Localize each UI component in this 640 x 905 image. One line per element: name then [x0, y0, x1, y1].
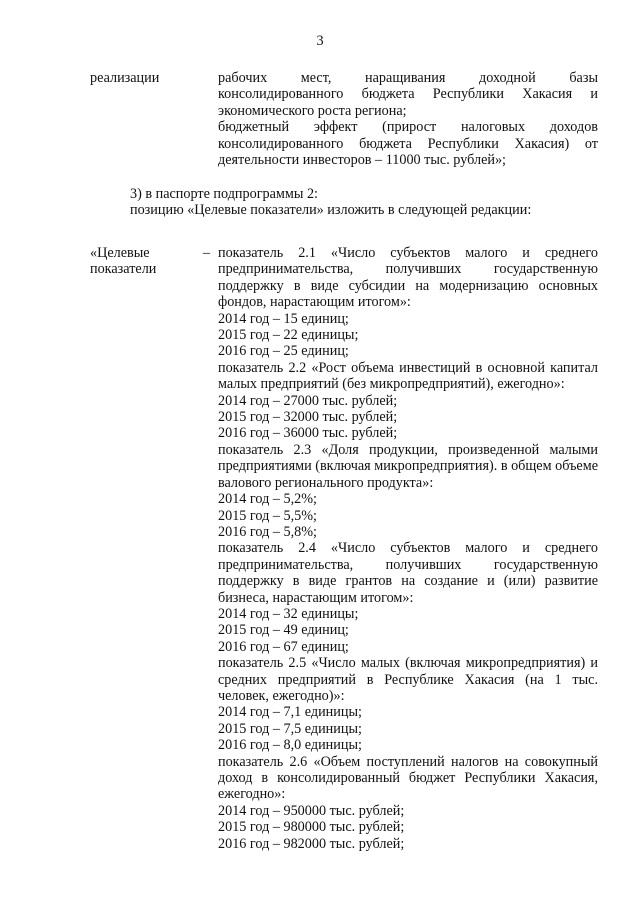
text-line: поддержку в виде грантов на создание и (или) развитие — [218, 573, 598, 590]
dash-separator: – — [203, 245, 211, 261]
text-line: 2016 год – 982000 тыс. рублей; — [218, 835, 405, 852]
text-line: показатель 2.4 «Число субъектов малого и среднего — [218, 540, 598, 557]
text-line: 2015 год – 980000 тыс. рублей; — [218, 819, 405, 836]
text-line: бюджетный эффект (прирост налоговых доходов — [218, 119, 598, 136]
text-line: 2016 год – 8,0 единицы; — [218, 737, 362, 754]
text-line: бизнеса, нарастающим итогом»: — [218, 589, 414, 606]
text-line: человек, ежегодно)»: — [218, 687, 345, 704]
label-line: «Целевые — [90, 245, 150, 261]
row-label: реализации — [90, 70, 160, 86]
text-line: 2015 год – 49 единиц; — [218, 622, 349, 639]
row-body — [218, 70, 598, 168]
text-line: деятельности инвесторов – 11000 тыс. рублей»; — [218, 152, 506, 169]
text-line: 2014 год – 950000 тыс. рублей; — [218, 802, 405, 819]
text-line: доход в консолидированный бюджет Республики Хакасия, — [218, 770, 598, 786]
text-line: 2014 год – 5,2%; — [218, 491, 317, 508]
text-line: показатель 2.1 «Число субъектов малого и среднего — [218, 245, 598, 261]
text-line: предпринимательства, получивших государственную — [218, 556, 598, 573]
text-line: 2016 год – 25 единиц; — [218, 343, 349, 360]
text-line: 2016 год – 5,8%; — [218, 523, 317, 540]
text-line: предпринимательства, получивших государственную — [218, 261, 598, 278]
row-label — [90, 245, 200, 278]
text-line: рабочих мест, наращивания доходной базы — [218, 70, 598, 86]
text-line: 2014 год – 27000 тыс. рублей; — [218, 392, 398, 409]
text-line: 2014 год – 32 единицы; — [218, 605, 359, 622]
instruction-text — [130, 186, 610, 219]
label-line: показатели — [90, 261, 157, 278]
text-line: позицию «Целевые показатели» изложить в следующей редакции: — [130, 202, 532, 219]
text-line: 2015 год – 5,5%; — [218, 507, 317, 524]
text-line: показатель 2.3 «Доля продукции, произведенной малыми — [218, 441, 598, 458]
text-line: поддержку в виде субсидии на модернизацию основных — [218, 277, 598, 294]
text-line: 2015 год – 22 единицы; — [218, 327, 359, 344]
text-line: 2014 год – 15 единиц; — [218, 310, 349, 327]
text-line: 2016 год – 67 единиц; — [218, 638, 349, 655]
text-line: ежегодно»: — [218, 786, 286, 803]
text-line: консолидированного бюджета Республики Хакасия) от — [218, 135, 598, 152]
text-line: предприятиями (включая микропредприятия). в общем объеме — [218, 458, 598, 475]
text-line: фондов, нарастающим итогом»: — [218, 294, 411, 311]
text-line: 2016 год – 36000 тыс. рублей; — [218, 425, 398, 442]
text-line: консолидированного бюджета Республики Хакасия и — [218, 86, 598, 103]
text-line: экономического роста региона; — [218, 102, 407, 119]
text-line: показатель 2.6 «Объем поступлений налогов на совокупный — [218, 753, 598, 770]
text-line: показатель 2.5 «Число малых (включая микропредприятия) и — [218, 655, 598, 672]
text-line: валового регионального продукта»: — [218, 474, 434, 491]
text-line: малых предприятий (без микропредприятий), ежегодно»: — [218, 376, 565, 393]
text-line: 2015 год – 7,5 единицы; — [218, 720, 362, 737]
text-line: показатель 2.2 «Рост объема инвестиций в основной капитал — [218, 359, 598, 376]
page-number: 3 — [316, 33, 324, 49]
text-line: 3) в паспорте подпрограммы 2: — [130, 186, 318, 202]
text-line: средних предприятий в Республике Хакасия (на 1 тыс. — [218, 671, 598, 688]
text-line: 2015 год – 32000 тыс. рублей; — [218, 409, 398, 426]
row-body — [218, 245, 598, 852]
text-line: 2014 год – 7,1 единицы; — [218, 704, 362, 721]
